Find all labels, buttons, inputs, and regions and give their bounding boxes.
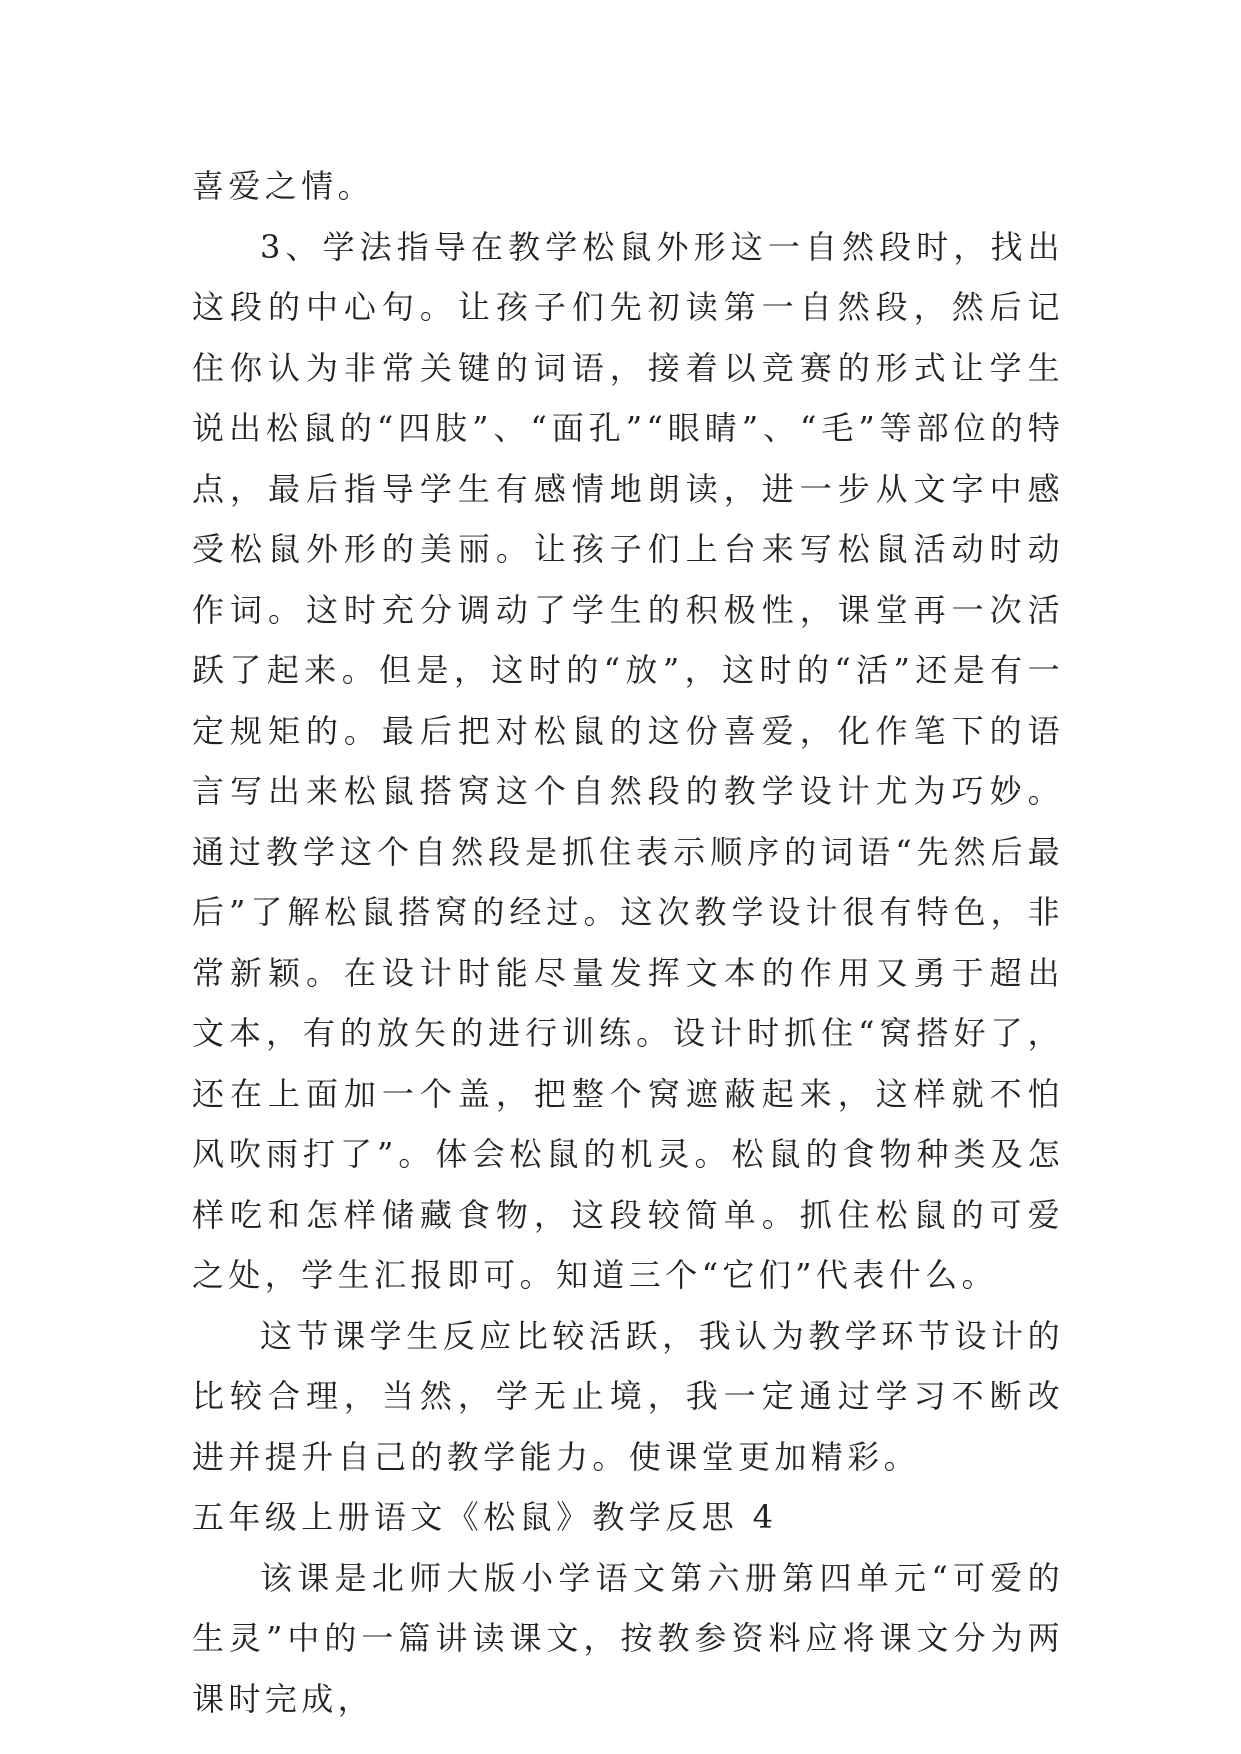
document-body [192,156,1064,1729]
paragraph-summary: 这节课学生反应比较活跃，我认为教学环节设计的比较合理，当然，学无止境，我一定通过学习不断改进并提升自己的教学能力。使课堂更加精彩。 [192,1316,1064,1476]
section-heading: 五年级上册语文《松鼠》教学反思 4 [192,1498,778,1536]
paragraph-continuation: 喜爱之情。 [192,167,375,205]
paragraph-intro: 该课是北师大版小学语文第六册第四单元“可爱的生灵”中的一篇讲读课文，按教参资料应将课文分为两课时完成， [192,1558,1064,1718]
paragraph-method-guidance: 3、学法指导在教学松鼠外形这一自然段时，找出这段的中心句。让孩子们先初读第一自然段，然后记住你认为非常关键的词语，接着以竞赛的形式让学生说出松鼠的“四肢”、“面孔”“眼睛”、“毛”等部位的特点，最后指导学生有感情地朗读，进一步从文字中感受松鼠外形的美丽。让孩子们上台来写松鼠活动时动作词。这时充分调动了学生的积极性，课堂再一次活跃了起来。但是，这时的“放”，这时的“活”还是有一定规矩的。最后把对松鼠的这份喜爱，化作笔下的语言写出来松鼠搭窝这个自然段的教学设计尤为巧妙。通过教学这个自然段是抓住表示顺序的词语“先然后最后”了解松鼠搭窝的经过。这次教学设计很有特色，非常新颖。在设计时能尽量发挥文本的作用又勇于超出文本，有的放矢的进行训练。设计时抓住“窝搭好了，还在上面加一个盖，把整个窝遮蔽起来，这样就不怕风吹雨打了”。体会松鼠的机灵。松鼠的食物种类及怎样吃和怎样储藏食物，这段较简单。抓住松鼠的可爱之处，学生汇报即可。知道三个“它们”代表什么。 [192,227,1064,1294]
